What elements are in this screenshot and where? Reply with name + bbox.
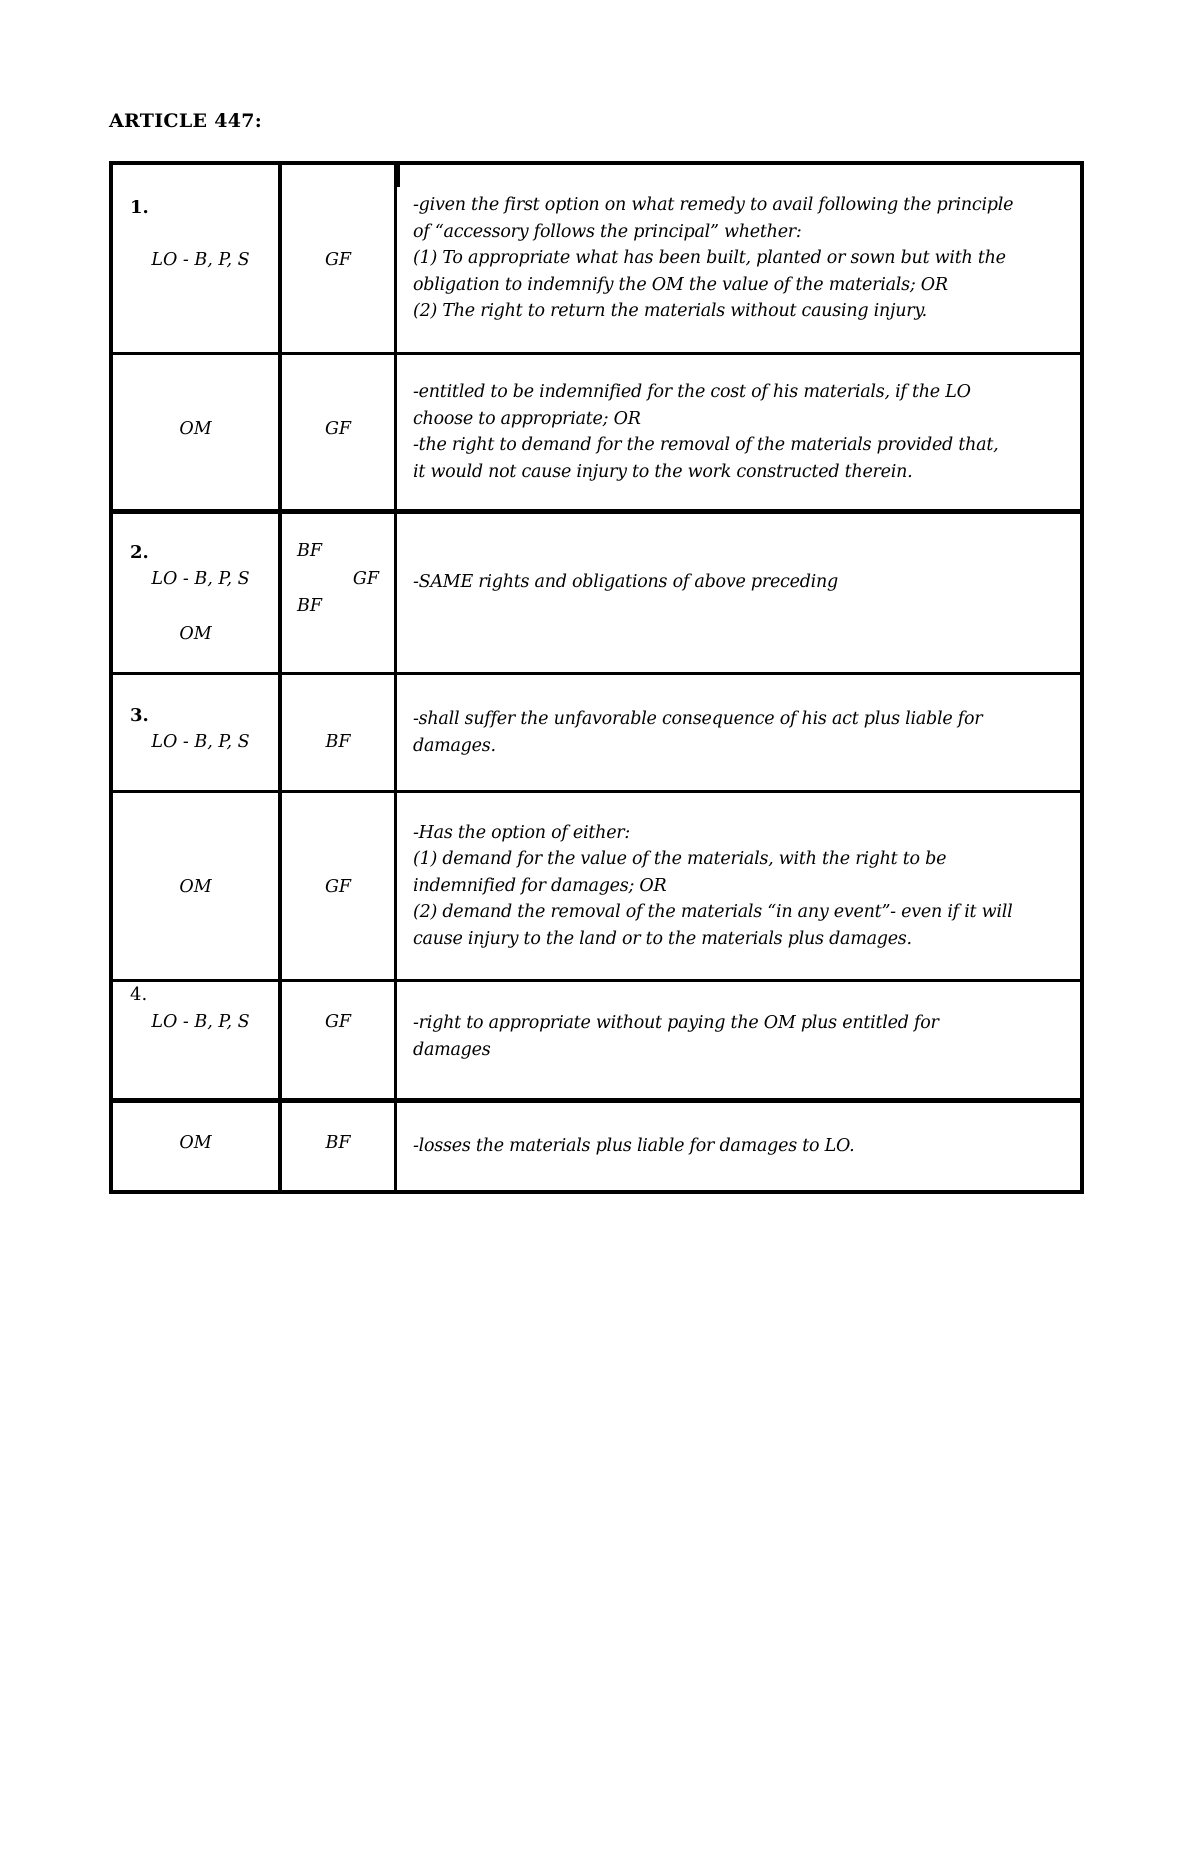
- party-label: LO - B, P, S: [151, 569, 250, 589]
- party-cell: [113, 982, 282, 1098]
- document-title: ARTICLE 447:: [109, 110, 263, 132]
- faith-label: GF: [324, 877, 352, 897]
- description-line: (2) The right to return the materials without causing injury.: [413, 301, 927, 322]
- faith-cell: [282, 165, 397, 352]
- party-label: LO - B, P, S: [151, 732, 250, 752]
- faith-cell: [282, 514, 397, 672]
- table-row: [113, 355, 1080, 514]
- party-label: LO - B, P, S: [151, 1012, 250, 1032]
- description-line: -losses the materials plus liable for damages to LO.: [413, 1136, 855, 1157]
- article-table: [109, 161, 1084, 1194]
- description: [413, 1010, 939, 1063]
- description-cell: [397, 793, 1080, 979]
- description-line: choose to appropriate; OR: [413, 408, 641, 429]
- description-line: (1) To appropriate what has been built, planted or sown but with the: [413, 248, 1006, 269]
- party-cell: [113, 675, 282, 790]
- row-number: 4.: [130, 984, 148, 1005]
- table-row: [113, 675, 1080, 793]
- description-line: cause injury to the land or to the materials plus damages.: [413, 928, 912, 949]
- description-line: damages: [413, 1039, 491, 1060]
- party-cell: [113, 165, 282, 352]
- faith-label-middle: GF: [352, 569, 379, 589]
- description-line: of “accessory follows the principal” whether:: [413, 221, 802, 242]
- description-line: obligation to indemnify the OM the value of the materials; OR: [413, 274, 948, 295]
- description-cell: [397, 355, 1080, 509]
- description-line: -right to appropriate without paying the OM plus entitled for: [413, 1013, 939, 1033]
- description-line: -shall suffer the unfavorable consequence of his act plus liable for: [413, 709, 983, 729]
- faith-label: GF: [324, 1012, 352, 1032]
- description-line: (2) demand the removal of the materials “in any event”- even if it will: [413, 902, 1013, 923]
- description-line: -the right to demand for the removal of the materials provided that,: [413, 435, 999, 455]
- faith-label: GF: [324, 250, 352, 270]
- faith-label-top: BF: [297, 541, 323, 561]
- row-number: 2.: [130, 542, 149, 563]
- faith-cell: [282, 793, 397, 979]
- description: [413, 706, 982, 759]
- faith-cell: [282, 355, 397, 509]
- row-number: 1.: [130, 197, 149, 218]
- faith-label-bottom: BF: [297, 596, 323, 616]
- description-line: -SAME rights and obligations of above preceding: [413, 572, 838, 592]
- party-label: LO - B, P, S: [151, 250, 250, 270]
- faith-cell: [282, 675, 397, 790]
- party-cell: [113, 514, 282, 672]
- description-line: indemnified for damages; OR: [413, 875, 667, 896]
- description-cell: [397, 1103, 1080, 1190]
- description-line: -entitled to be indemnified for the cost of his materials, if the LO: [413, 382, 971, 402]
- description-line: it would not cause injury to the work constructed therein.: [413, 461, 913, 482]
- description: [413, 192, 1013, 325]
- faith-label: BF: [325, 732, 351, 752]
- description: [413, 569, 838, 596]
- table-row: [113, 1103, 1080, 1190]
- description-line: -given the first option on what remedy to avail following the principle: [413, 195, 1014, 216]
- table-row: [113, 793, 1080, 982]
- party-label-secondary: OM: [179, 624, 212, 644]
- description: [413, 379, 998, 485]
- description-line: damages.: [413, 735, 496, 756]
- party-cell: [113, 793, 282, 979]
- description-line: (1) demand for the value of the materials, with the right to be: [413, 849, 947, 870]
- description-cell: [397, 675, 1080, 790]
- party-cell: [113, 1103, 282, 1190]
- faith-cell: [282, 982, 397, 1098]
- description-cell: [397, 514, 1080, 672]
- table-row: [113, 514, 1080, 675]
- description-cell: [397, 165, 1080, 352]
- table-row: [113, 165, 1080, 355]
- description-cell: [397, 982, 1080, 1098]
- description: [413, 820, 1012, 953]
- table-row: [113, 982, 1080, 1103]
- party-label: OM: [179, 1133, 212, 1153]
- description-line: -Has the option of either:: [413, 822, 631, 843]
- party-label: OM: [179, 419, 212, 439]
- faith-label: GF: [324, 419, 352, 439]
- faith-cell: [282, 1103, 397, 1190]
- party-label: OM: [179, 877, 212, 897]
- description: [413, 1133, 854, 1160]
- row-number: 3.: [130, 705, 149, 726]
- faith-label: BF: [325, 1133, 351, 1153]
- party-cell: [113, 355, 282, 509]
